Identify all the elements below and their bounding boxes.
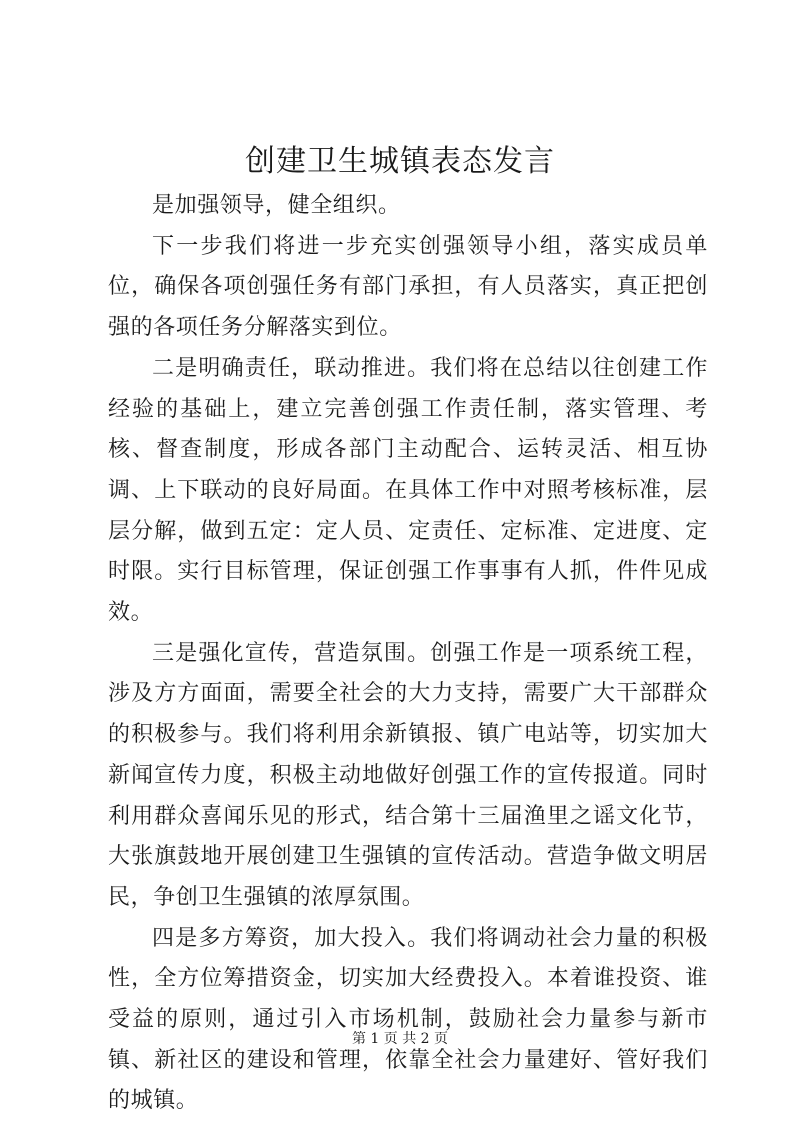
page-footer: 第 1 页 共 2 页 — [351, 1031, 449, 1047]
paragraph-5: 四是多方筹资，加大投入。我们将调动社会力量的积极性，全方位筹措资金，切实加大经费投入。本着谁投资、谁受益的原则，通过引入市场机制，鼓励社会力量参与新市镇、新社区的建设和管理，依靠全社会力量建好、管好我们的城镇。 — [108, 925, 708, 1114]
document-body — [108, 186, 708, 1122]
paragraph-3: 二是明确责任，联动推进。我们将在总结以往创建工作经验的基础上，建立完善创强工作责任制，落实管理、考核、督查制度，形成各部门主动配合、运转灵活、相互协调、上下联动的良好局面。在具体工作中对照考核标准，层层分解，做到五定：定人员、定责任、定标准、定进度、定时限。实行目标管理，保证创强工作事事有人抓，件件见成效。 — [108, 355, 708, 626]
document-title: 创建卫生城镇表态发言 — [245, 144, 555, 179]
paragraph-1: 是加强领导，健全组织。 — [152, 193, 401, 218]
paragraph-4: 三是强化宣传，营造氛围。创强工作是一项系统工程，涉及方方面面，需要全社会的大力支持，需要广大干部群众的积极参与。我们将利用余新镇报、镇广电站等，切实加大新闻宣传力度，积极主动地做好创强工作的宣传报道。同时利用群众喜闻乐见的形式，结合第十三届渔里之谣文化节，大张旗鼓地开展创建卫生强镇的宣传活动。营造争做文明居民，争创卫生强镇的浓厚氛围。 — [108, 640, 708, 910]
paragraph-2: 下一步我们将进一步充实创强领导小组，落实成员单位，确保各项创强任务有部门承担，有人员落实，真正把创强的各项任务分解落实到位。 — [108, 233, 708, 341]
